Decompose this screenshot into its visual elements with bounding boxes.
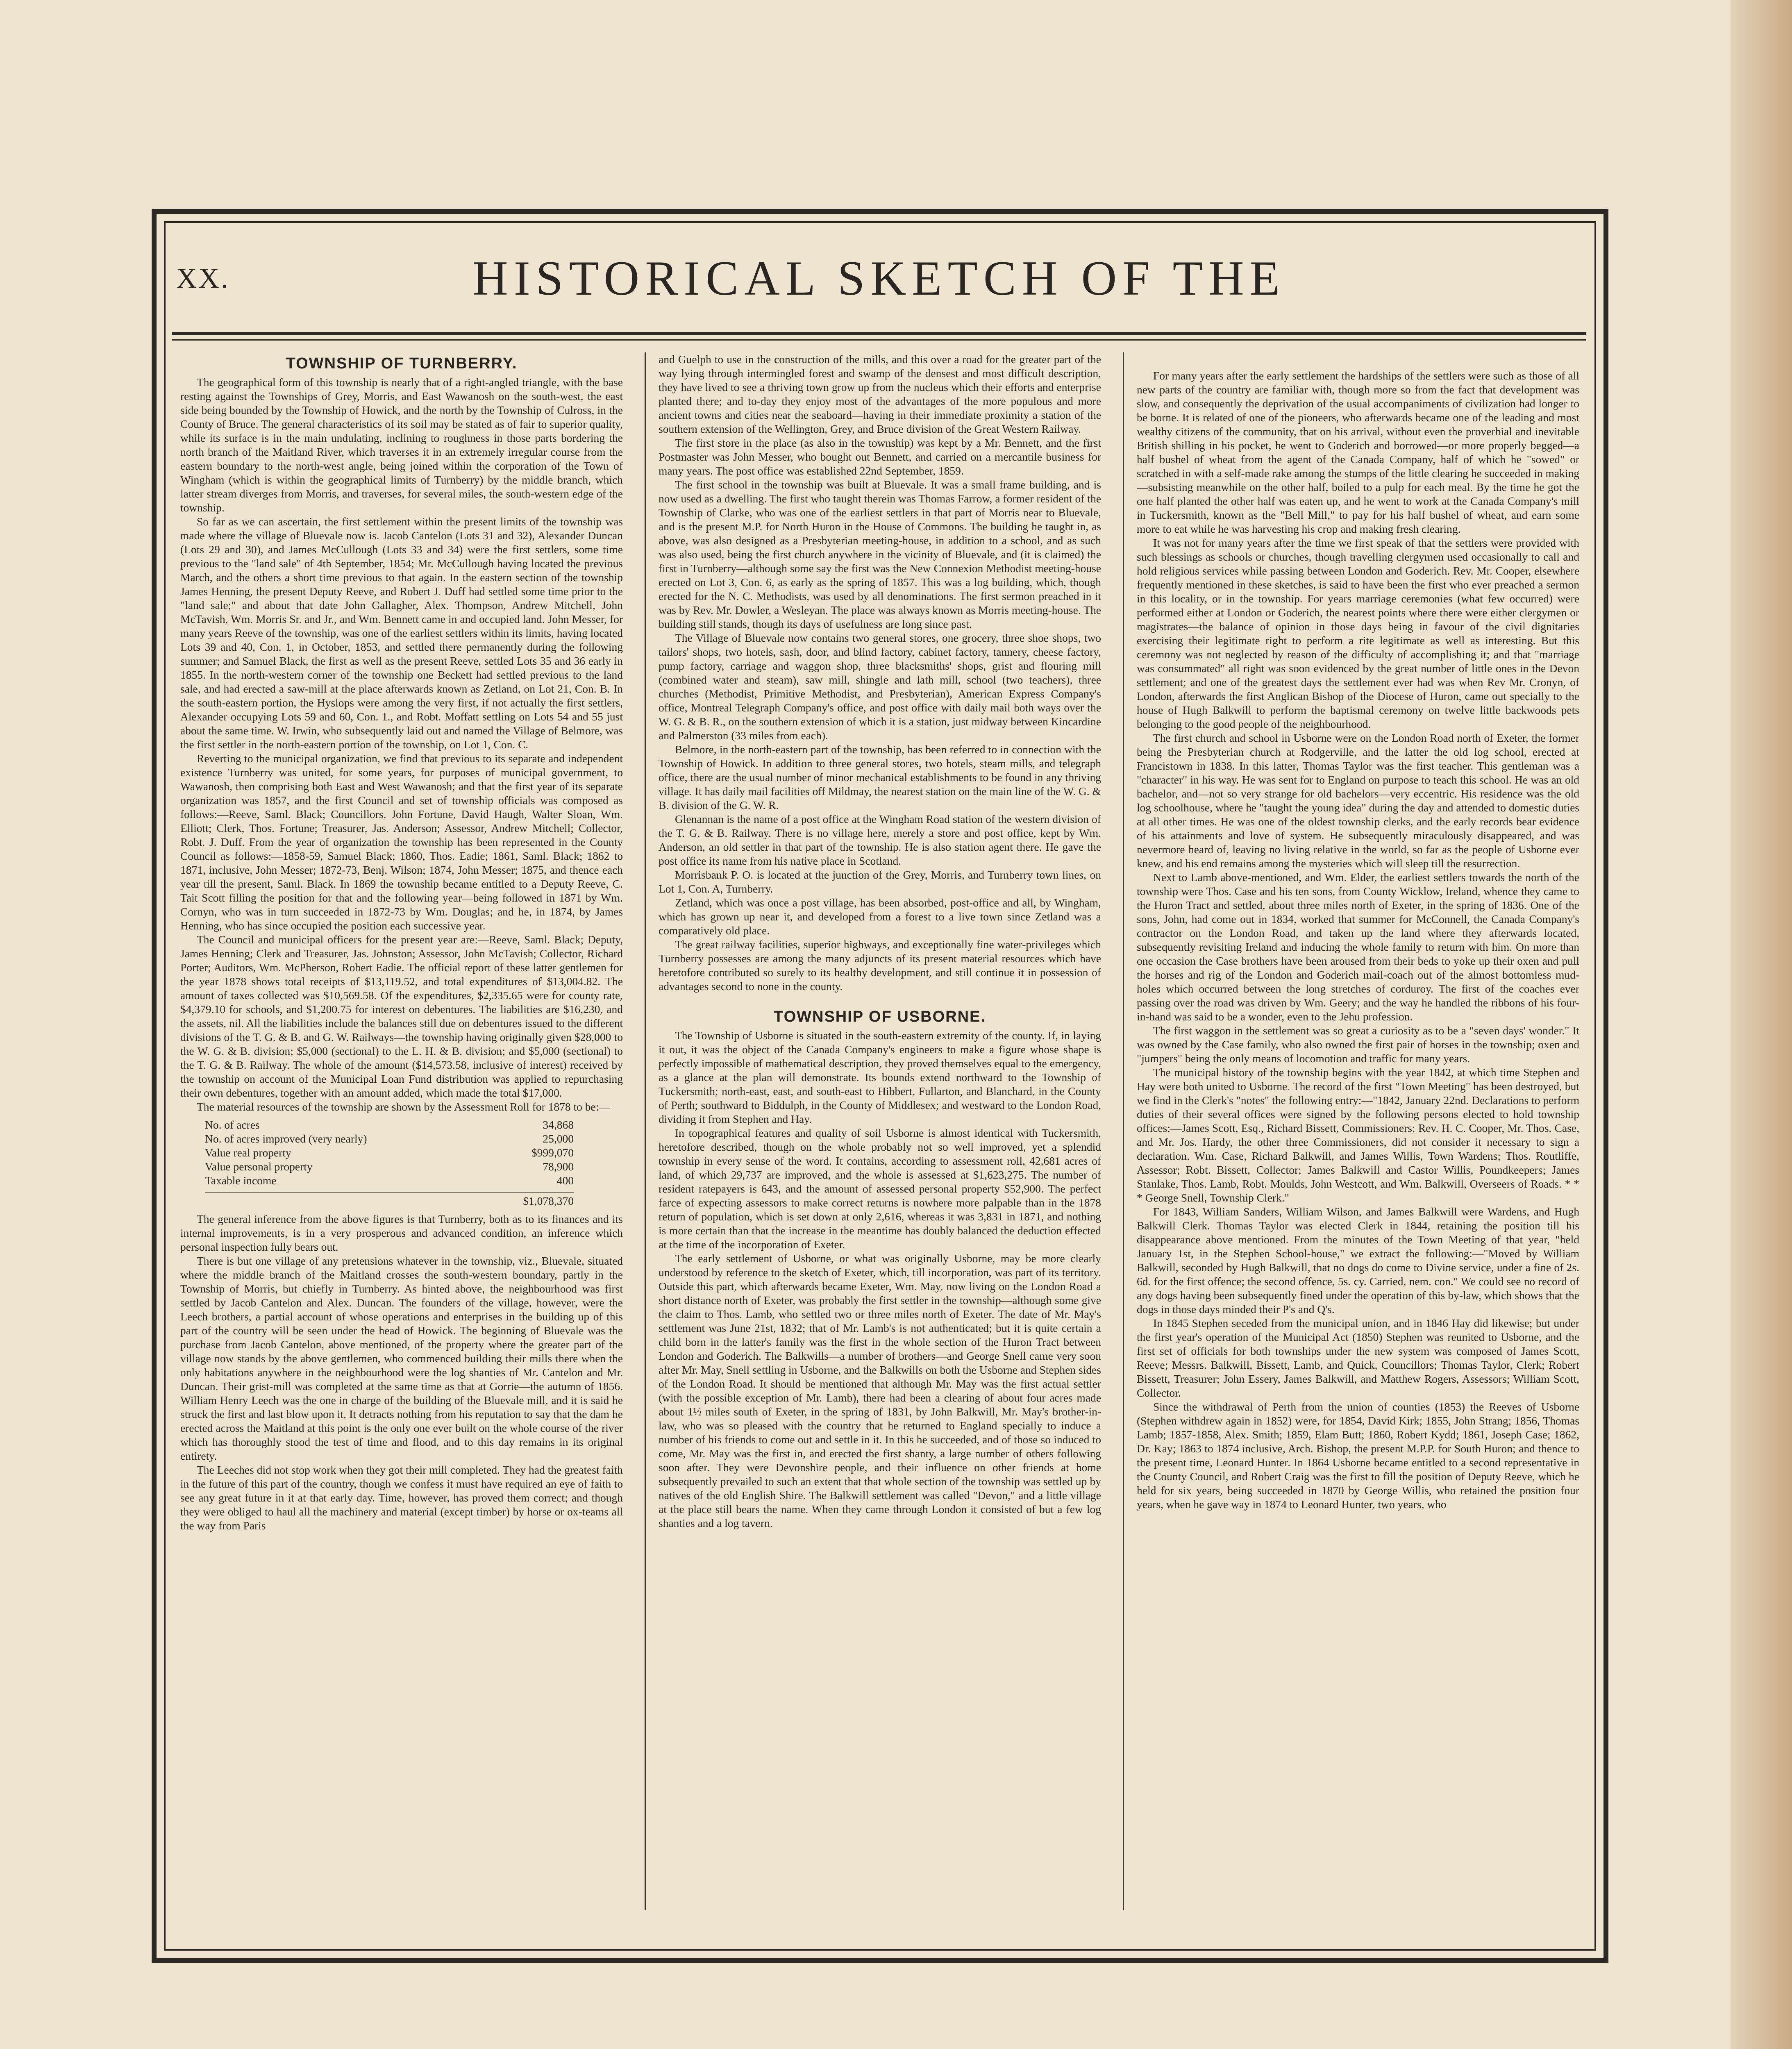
paragraph: and Guelph to use in the construction of the mills, and this over a road for the greater part of the way lying through intermingled forest and swamp of the densest and most difficult description, they have lived to see a thriving town grow up from the nucleus which their efforts and enterprise planted there; and to-day they enjoy most of the advantages of the more populous and more ancient towns and cities near the seaboard—having in their immediate proximity a station of the southern extension of the Wellington, Grey, and Bruce division of the Great Western Railway. <box>659 353 1101 435</box>
paragraph: The general inference from the above figures is that Turnberry, both as to its finances and its internal improvements, is in a very prosperous and advanced condition, an inference which personal inspection fully bears out. <box>180 1213 623 1253</box>
header-rule-thick <box>172 332 1586 335</box>
assessment-label: Value personal property <box>205 1160 313 1173</box>
paragraph: The geographical form of this township is nearly that of a right-angled triangle, with the base resting against the Townships of Grey, Morris, and East Wawanosh on the south-west, the east side being bounded by the Township of Howick, and the north by the Township of Culross, in the County of Bruce. The general characteristics of its soil may be stated as of fair to superior quality, while its surface is in the main undulating, inclining to roughness in those parts bordering the north branch of the Maitland River, which traverses it in an extremely irregular course from the eastern boundary to the north-west angle, being joined within the corporation of the Town of Wingham (which is within the geographical limits of Turnberry) by the middle branch, which latter stream diverges from Morris, and traverses, for several miles, the south-western edge of the township. <box>180 376 623 514</box>
assessment-row <box>205 1118 574 1132</box>
column-1 <box>180 352 623 1910</box>
paragraph: Belmore, in the north-eastern part of the township, has been referred to in connection with the Township of Howick. In addition to three general stores, two hotels, steam mills, and telegraph office, there are the usual number of minor mechanical establishments to be found in any thriving village. It has daily mail facilities off Mildmay, the nearest station on the main line of the W. G. & B. division of the G. W. R. <box>659 743 1101 811</box>
page-number: XX. <box>176 263 230 294</box>
assessment-label: Value real property <box>205 1146 291 1159</box>
paragraph: Morrisbank P. O. is located at the junction of the Grey, Morris, and Turnberry town lines, on Lot 1, Con. A, Turnberry. <box>659 868 1101 895</box>
assessment-label: No. of acres improved (very nearly) <box>205 1132 367 1145</box>
assessment-table <box>205 1118 574 1188</box>
assessment-label: Taxable income <box>205 1174 277 1187</box>
paragraph: The Township of Usborne is situated in the south-eastern extremity of the county. If, in laying it out, it was the object of the Canada Company's engineers to make a figure whose shape is perfectly impossible of mathematical description, they proved themselves equal to the emergency, as a glance at the plan will demonstrate. Its bounds extend northward to the Township of Tuckersmith; north-east, east, and south-east to Hibbert, Fullarton, and Blanchard, in the County of Perth; southward to Biddulph, in the County of Middlesex; and westward to the London Road, dividing it from Stephen and Hay. <box>659 1029 1101 1125</box>
paragraph: The municipal history of the township begins with the year 1842, at which time Stephen and Hay were both united to Usborne. The record of the first "Town Meeting" has been destroyed, but we find in the Clerk's "notes" the following entry:—"1842, January 22nd. Declarations to perform duties of their several offices were signed by the following persons elected to hold township offices:—James Scott, Esq., Richard Bissett, Commissioners; Rev. H. C. Cooper, Mr. Thos. Case, and Mr. Jos. Hardy, the other three Commissioners, did not consider it necessary to sign a declaration. Wm. Case, Richard Balkwill, and James Willis, Town Wardens; Thos. Routliffe, Assessor; Robt. Bissett, Collector; James Balkwill and Castor Willis, Poundkeepers; James Stanlake, Thos. Lamb, Robt. Moulds, John Westcott, and Wm. Balkwill, Overseers of Roads. * * * George Snell, Township Clerk." <box>1137 1066 1579 1204</box>
paragraph: The Leeches did not stop work when they got their mill completed. They had the greatest faith in the future of this part of the country, though we confess it must have required an eye of faith to see any great future in it at that early day. Time, however, has proved them correct; and though they were obliged to haul all the machinery and material (except timber) by horse or ox-teams all the way from Paris <box>180 1463 623 1532</box>
paragraph: For 1843, William Sanders, William Wilson, and James Balkwill were Wardens, and Hugh Balkwill Clerk. Thomas Taylor was elected Clerk in 1844, retaining the position till his disappearance above mentioned. From the minutes of the Town Meeting of that year, "held January 1st, in the Stephen School-house," we extract the following:—"Moved by William Balkwill, seconded by Hugh Balkwill, that no dogs do come to Divine service, under a fine of 2s. 6d. for the first offence; the second offence, 5s. cy. Carried, nem. con." We could see no record of any dogs having been subsequently fined under the operation of this by-law, which shows that the dogs in those days minded their P's and Q's. <box>1137 1205 1579 1315</box>
section-heading-usborne: TOWNSHIP OF USBORNE. <box>774 1008 986 1025</box>
paragraph: The first church and school in Usborne were on the London Road north of Exeter, the former being the Presbyterian church at Rodgerville, and the latter the old log school, erected at Francistown in 1838. In this latter, Thomas Taylor was the first teacher. This gentleman was a "character" in his way. He was sent for to England on purpose to teach this school. He was an old bachelor, and—not so very strange for old bachelors—very eccentric. His residence was the old log schoolhouse, where he "taught the young idea" during the day and attended to domestic duties at all other times. He was one of the oldest township clerks, and the early records bear evidence of his attainments and love of system. He subsequently miraculously disappeared, and was nevermore heard of, leaving no living relative in the world, so far as the people of Usborne ever knew, and his end remains among the mysteries which will sleep till the resurrection. <box>1137 731 1579 870</box>
header-rule-thin <box>172 339 1586 341</box>
assessment-value: 25,000 <box>543 1132 574 1145</box>
paragraph: The first store in the place (as also in the township) was kept by a Mr. Bennett, and the first Postmaster was John Messer, who bought out Bennett, and carried on a mercantile business for many years. The post office was established 22nd September, 1859. <box>659 436 1101 477</box>
assessment-row <box>205 1132 574 1146</box>
column-3 <box>1137 352 1579 1910</box>
assessment-value: 78,900 <box>543 1160 574 1173</box>
column-divider-1 <box>645 352 646 1910</box>
assessment-row <box>205 1160 574 1174</box>
assessment-label: No. of acres <box>205 1118 260 1131</box>
paragraph: Reverting to the municipal organization, we find that previous to its separate and independent existence Turnberry was united, for some years, for purposes of municipal government, to Wawanosh, then comprising both East and West Wawanosh; and that the first year of its separate organization was 1857, and the first Council and set of township officials was composed as follows:—Reeve, Saml. Black; Councillors, John Fortune, David Haugh, Walter Sloan, Wm. Elliott; Clerk, Thos. Fortune; Treasurer, Jas. Anderson; Assessor, Andrew Mitchell; Collector, Robt. J. Duff. From the year of organization the township has been represented in the County Council as follows:—1858-59, Samuel Black; 1860, Thos. Eadie; 1861, Saml. Black; 1862 to 1871, inclusive, John Messer; 1872-73, Benj. Wilson; 1874, John Messer; 1875, and thence each year till the present, Saml. Black. In 1869 the township became entitled to a Deputy Reeve, C. Tait Scott filling the position for that and the following year—being followed in 1871 by Wm. Cornyn, who was in turn succeeded in 1872-73 by Wm. Douglas; and he, in 1874, by James Henning, who has since occupied the position each successive year. <box>180 752 623 932</box>
paragraph: The great railway facilities, superior highways, and exceptionally fine water-privileges which Turnberry possesses are among the many adjuncts of its present material resources which have heretofore contributed so surely to its healthy development, and still continue it in possession of advantages second to none in the county. <box>659 938 1101 993</box>
paragraph: There is but one village of any pretensions whatever in the township, viz., Bluevale, situated where the middle branch of the Maitland crosses the south-western boundary, partly in the Township of Morris, but chiefly in Turnberry. As hinted above, the neighbourhood was first settled by Jacob Cantelon and Alex. Duncan. The founders of the village, however, were the Leech brothers, a partial account of whose operations and enterprises in the building up of this part of the country will be seen under the head of Howick. The beginning of Bluevale was the purchase from Jacob Cantelon, above mentioned, of the property where the greater part of the village now stands by the above gentlemen, who commenced building their mills there when the only habitations anywhere in the neighbourhood were the log shanties of Mr. Cantelon and Mr. Duncan. Their grist-mill was completed at the same time as that at Gorrie—the autumn of 1856. William Henry Leech was the one in charge of the building of the Bluevale mill, and it is said he struck the first and last blow upon it. It detracts nothing from his reputation to say that the dam he erected across the Maitland at this point is the only one ever built on the whole course of the river which has thoroughly stood the test of time and flood, and to this day remains in its original entirety. <box>180 1254 623 1462</box>
paragraph: In topographical features and quality of soil Usborne is almost identical with Tuckersmith, heretofore described, though on the whole probably not so well improved, yet a splendid township in every sense of the word. It contains, according to assessment roll, 42,681 acres of land, of which 29,737 are improved, and the whole is assessed at $1,623,275. The number of resident ratepayers is 643, and the amount of assessed personal property $52,900. The perfect farce of expecting assessors to make correct returns is nowhere more palpable than in the 1878 return of population, which is set down at only 2,616, whereas it was 3,831 in 1871, and nothing is more certain than that the increase in the meantime has doubly balanced the deduction effected at the time of the incorporation of Exeter. <box>659 1127 1101 1251</box>
paragraph: In 1845 Stephen seceded from the municipal union, and in 1846 Hay did likewise; but under the first year's operation of the Municipal Act (1850) Stephen was reunited to Usborne, and the first set of officials for both townships under the new system was composed of James Scott, Reeve; Messrs. Balkwill, Bissett, Lamb, and Quick, Councillors; Thomas Taylor, Clerk; Robert Bissett, Treasurer; John Essery, James Balkwill, and Matthew Rogers, Assessors; William Scott, Collector. <box>1137 1317 1579 1399</box>
page-edge <box>1731 0 1792 2049</box>
assessment-total: $1,078,370 <box>205 1192 574 1208</box>
paragraph: For many years after the early settlement the hardships of the settlers were such as those of all new parts of the country are familiar with, though more so from the fact that development was slow, and consequently the deprivation of the usual accompaniments of civilization had longer to be borne. It is related of one of the pioneers, who afterwards became one of the leading and most wealthy citizens of the community, that on his arrival, without even the proverbial and inevitable British shilling in his pocket, he went to Goderich and borrowed—or more properly begged—a half bushel of wheat from the agent of the Canada Company, half of which he "sowed" or scratched in with a self-made rake among the stumps of the little clearing he succeeded in making—subsisting meanwhile on the other half, boiled to a pulp for each meal. By the time he got the one half planted the other half was eaten up, and he went to work at the Canada Company's mill in Tuckersmith, known as the "Bell Mill," to pay for his half bushel of wheat, and earn some more to eat while he was harvesting his crop and making fresh clearing. <box>1137 369 1579 535</box>
assessment-row <box>205 1146 574 1160</box>
column-2 <box>659 352 1101 1910</box>
assessment-row <box>205 1174 574 1188</box>
paragraph: The first school in the township was built at Bluevale. It was a small frame building, and is now used as a dwelling. The first who taught therein was Thomas Farrow, a former resident of the Township of Clarke, who was one of the earliest settlers in that part of Morris near to Bluevale, and is the present M.P. for North Huron in the House of Commons. The building he taught in, as above, was also designed as a Presbyterian meeting-house, in addition to a school, and as such was also used, being the first church anywhere in the vicinity of Bluevale, and (it is claimed) the first in Turnberry—although some say the first was the New Connexion Methodist meeting-house erected on Lot 3, Con. 6, as early as the spring of 1857. This was a log building, which, though erected for the N. C. Methodists, was used by all denominations. The first sermon preached in it was by Rev. Mr. Dowler, a Wesleyan. The place was always known as Morris meeting-house. The building still stands, though its days of usefulness are long since past. <box>659 478 1101 630</box>
assessment-value: 34,868 <box>543 1118 574 1131</box>
paragraph: The Village of Bluevale now contains two general stores, one grocery, three shoe shops, two tailors' shops, two hotels, sash, door, and blind factory, cabinet factory, tannery, cheese factory, pump factory, carriage and waggon shop, three blacksmiths' shops, grist and flouring mill (combined water and steam), saw mill, shingle and lath mill, school (two teachers), three churches (Methodist, Primitive Methodist, and Presbyterian), American Express Company's office, Montreal Telegraph Company's office, and post office with daily mail both ways over the W. G. & B. R., on the southern extension of which it is a station, just midway between Kincardine and Palmerston (33 miles from each). <box>659 632 1101 742</box>
page-header <box>172 246 1586 328</box>
paragraph: It was not for many years after the time we first speak of that the settlers were provided with such blessings as schools or churches, though travelling clergymen used occasionally to call and hold religious services while passing between London and Goderich. Rev. Mr. Cooper, elsewhere frequently mentioned in these sketches, is said to have been the first who ever preached a sermon in this locality, or in the township. For years marriage ceremonies (what few occurred) were performed either at London or Goderich, the nearest points where there were either clergymen or magistrates—the balance of opinion in those days being in favour of the civil dignitaries exercising their legitimate right to perform a rite legitimate as well as interesting. But this ceremony was not neglected by reason of the difficulty of accomplishing it; and that "marriage was consummated" all right was soon evidenced by the great number of little ones in the Devon settlement; and one of the greatest days the settlement ever had was when Rev Mr. Cronyn, of London, afterwards the first Anglican Bishop of the Diocese of Huron, came out specially to the house of Hugh Balkwill to perform the baptismal ceremony on twelve little backwoods pets belonging to the good people of the neighbourhood. <box>1137 536 1579 730</box>
paragraph: Zetland, which was once a post village, has been absorbed, post-office and all, by Wingham, which has grown up near it, and developed from a forest to a live town since Zetland was a comparatively old place. <box>659 896 1101 937</box>
assessment-value: $999,070 <box>531 1146 574 1159</box>
paragraph: Since the withdrawal of Perth from the union of counties (1853) the Reeves of Usborne (Stephen withdrew again in 1852) were, for 1854, David Kirk; 1855, John Strang; 1856, Thomas Lamb; 1857-1858, Alex. Smith; 1859, Elam Butt; 1860, Robert Kydd; 1861, Joseph Case; 1862, Dr. Kay; 1863 to 1874 inclusive, Arch. Bishop, the present M.P.P. for South Huron; and thence to the present time, Leonard Hunter. In 1864 Usborne became entitled to a second representative in the County Council, and Robert Craig was the first to fill the position of Deputy Reeve, which he held for six years, being succeeded in 1870 by George Willis, who retained the position four years, when he gave way in 1874 to Leonard Hunter, two years, who <box>1137 1400 1579 1511</box>
paragraph: The material resources of the township are shown by the Assessment Roll for 1878 to be:— <box>197 1100 610 1113</box>
paragraph: Next to Lamb above-mentioned, and Wm. Elder, the earliest settlers towards the north of the township were Thos. Case and his ten sons, from County Wicklow, Ireland, whence they came to the Huron Tract and settled, about three miles north of Exeter, in the spring of 1836. One of the sons, John, had come out in 1834, worked that summer for McConnell, the Canada Company's contractor on the London Road, and taken up the land where they afterwards located, subsequently revisiting Ireland and inducing the whole family to return with him. On more than one occasion the Case brothers have been aroused from their beds to yoke up their oxen and pull the horses and rig of the London and Goderich mail-coach out of the almost bottomless mud-holes which occurred between the long stretches of corduroy. The first of the coaches ever passing over the road was driven by Wm. Geery; and the way he handled the ribbons of his four-in-hand was said to be a wonder, even to the Jehu profession. <box>1137 871 1579 1023</box>
section-heading-turnberry: TOWNSHIP OF TURNBERRY. <box>286 355 518 372</box>
paragraph: Glenannan is the name of a post office at the Wingham Road station of the western division of the T. G. & B. Railway. There is no village here, merely a store and post office, kept by Wm. Anderson, an old settler in that part of the township. He is also station agent there. He gave the post office its name from his native place in Scotland. <box>659 813 1101 867</box>
paragraph: So far as we can ascertain, the first settlement within the present limits of the township was made where the village of Bluevale now is. Jacob Cantelon (Lots 31 and 32), Alexander Duncan (Lots 29 and 30), and James McCullough (Lots 33 and 34) were the first settlers, some time previous to the "land sale" of 4th September, 1854; Mr. McCullough having located the previous March, and the others a short time previous to that again. In the eastern section of the township James Henning, the present Deputy Reeve, and Robert J. Duff had settled some time prior to the "land sale;" and about that date John Gallagher, Alex. Thompson, Andrew Mitchell, John McTavish, Wm. Morris Sr. and Jr., and Wm. Bennett came in and occupied land. John Messer, for many years Reeve of the township, was one of the earliest settlers within its limits, having located Lots 39 and 40, Con. 1, in October, 1853, and settled there permanently during the following summer; and Samuel Black, the first as well as the present Reeve, settled Lots 35 and 36 early in 1855. In the north-western corner of the township one Beckett had settled previous to the land sale, and had erected a saw-mill at the place afterwards known as Zetland, on Lot 21, Con. B. In the south-eastern portion, the Hyslops were among the very first, if not actually the first settlers, Alexander occupying Lots 59 and 60, Con. 1., and Robt. Moffatt settling on Lots 54 and 55 just about the same time. W. Irwin, who subsequently laid out and named the Village of Belmore, was the first settler in the north-eastern portion of the township, on Lot 1, Con. C. <box>180 515 623 751</box>
column-divider-2 <box>1123 352 1124 1910</box>
paragraph: The first waggon in the settlement was so great a curiosity as to be a "seven days' wonder." It was owned by the Case family, who also owned the first pair of horses in the township; oxen and "jumpers" being the only means of locomotion and traffic for many years. <box>1137 1024 1579 1065</box>
paragraph: The Council and municipal officers for the present year are:—Reeve, Saml. Black; Deputy, James Henning; Clerk and Treasurer, Jas. Johnston; Assessor, John McTavish; Collector, Richard Porter; Auditors, Wm. McPherson, Robert Eadie. The official report of these latter gentlemen for the year 1878 shows total receipts of $13,119.52, and total expenditures of $13,004.82. The amount of taxes collected was $10,569.58. Of the expenditures, $2,335.65 were for county rate, $4,379.10 for schools, and $1,200.75 for interest on debentures. The liabilities are $16,230, and the assets, nil. All the liabilities include the balances still due on debentures issued to the different divisions of the T. G. & B. and G. W. Railways—the township having originally given $28,000 to the W. G. & B. division; $5,000 (sectional) to the L. H. & B. division; and $5,000 (sectional) to the T. G. & B. Railway. The whole of the amount ($14,573.58, inclusive of interest) received by the township on account of the Municipal Loan Fund distribution was applied to repurchasing their own debentures, together with an amount added, which made the total $17,000. <box>180 933 623 1099</box>
paragraph: The early settlement of Usborne, or what was originally Usborne, may be more clearly understood by reference to the sketch of Exeter, which, till incorporation, was part of its territory. Outside this part, which afterwards became Exeter, Wm. May, now living on the London Road a short distance north of Exeter, was probably the first settler in the township—although some give the claim to Thos. Lamb, who settled two or three miles north of Exeter. The date of Mr. May's settlement was June 21st, 1832; that of Mr. Lamb's is not authenticated; but it is quite certain a child born in the latter's family was the first in the whole section of the Huron Tract between London and Goderich. The Balkwills—a number of brothers—and George Snell came very soon after Mr. May, Snell settling in Usborne, and the Balkwills on both the Usborne and Stephen sides of the London Road. It should be mentioned that although Mr. May was the first actual settler (with the possible exception of Mr. Lamb), there had been a clearing of about four acres made about 1½ miles south of Exeter, in the spring of 1831, by John Balkwill, Mr. May's brother-in-law, who was so pleased with the country that he returned to England specially to induce a number of his friends to come out and settle in it. In this he succeeded, and of those so induced to come, Mr. May was the first in, and erected the first shanty, a large number of others following soon after. They were Devonshire people, and their influence on other friends at home subsequently prevailed to such an extent that that whole section of the township was settled up by natives of the old English Shire. The Balkwill settlement was called "Devon," and a little village at the place still bears the name. When they came through London it consisted of but a few log shanties and a log tavern. <box>659 1252 1101 1529</box>
page-title: HISTORICAL SKETCH OF THE <box>472 251 1286 305</box>
assessment-value: 400 <box>556 1174 574 1187</box>
